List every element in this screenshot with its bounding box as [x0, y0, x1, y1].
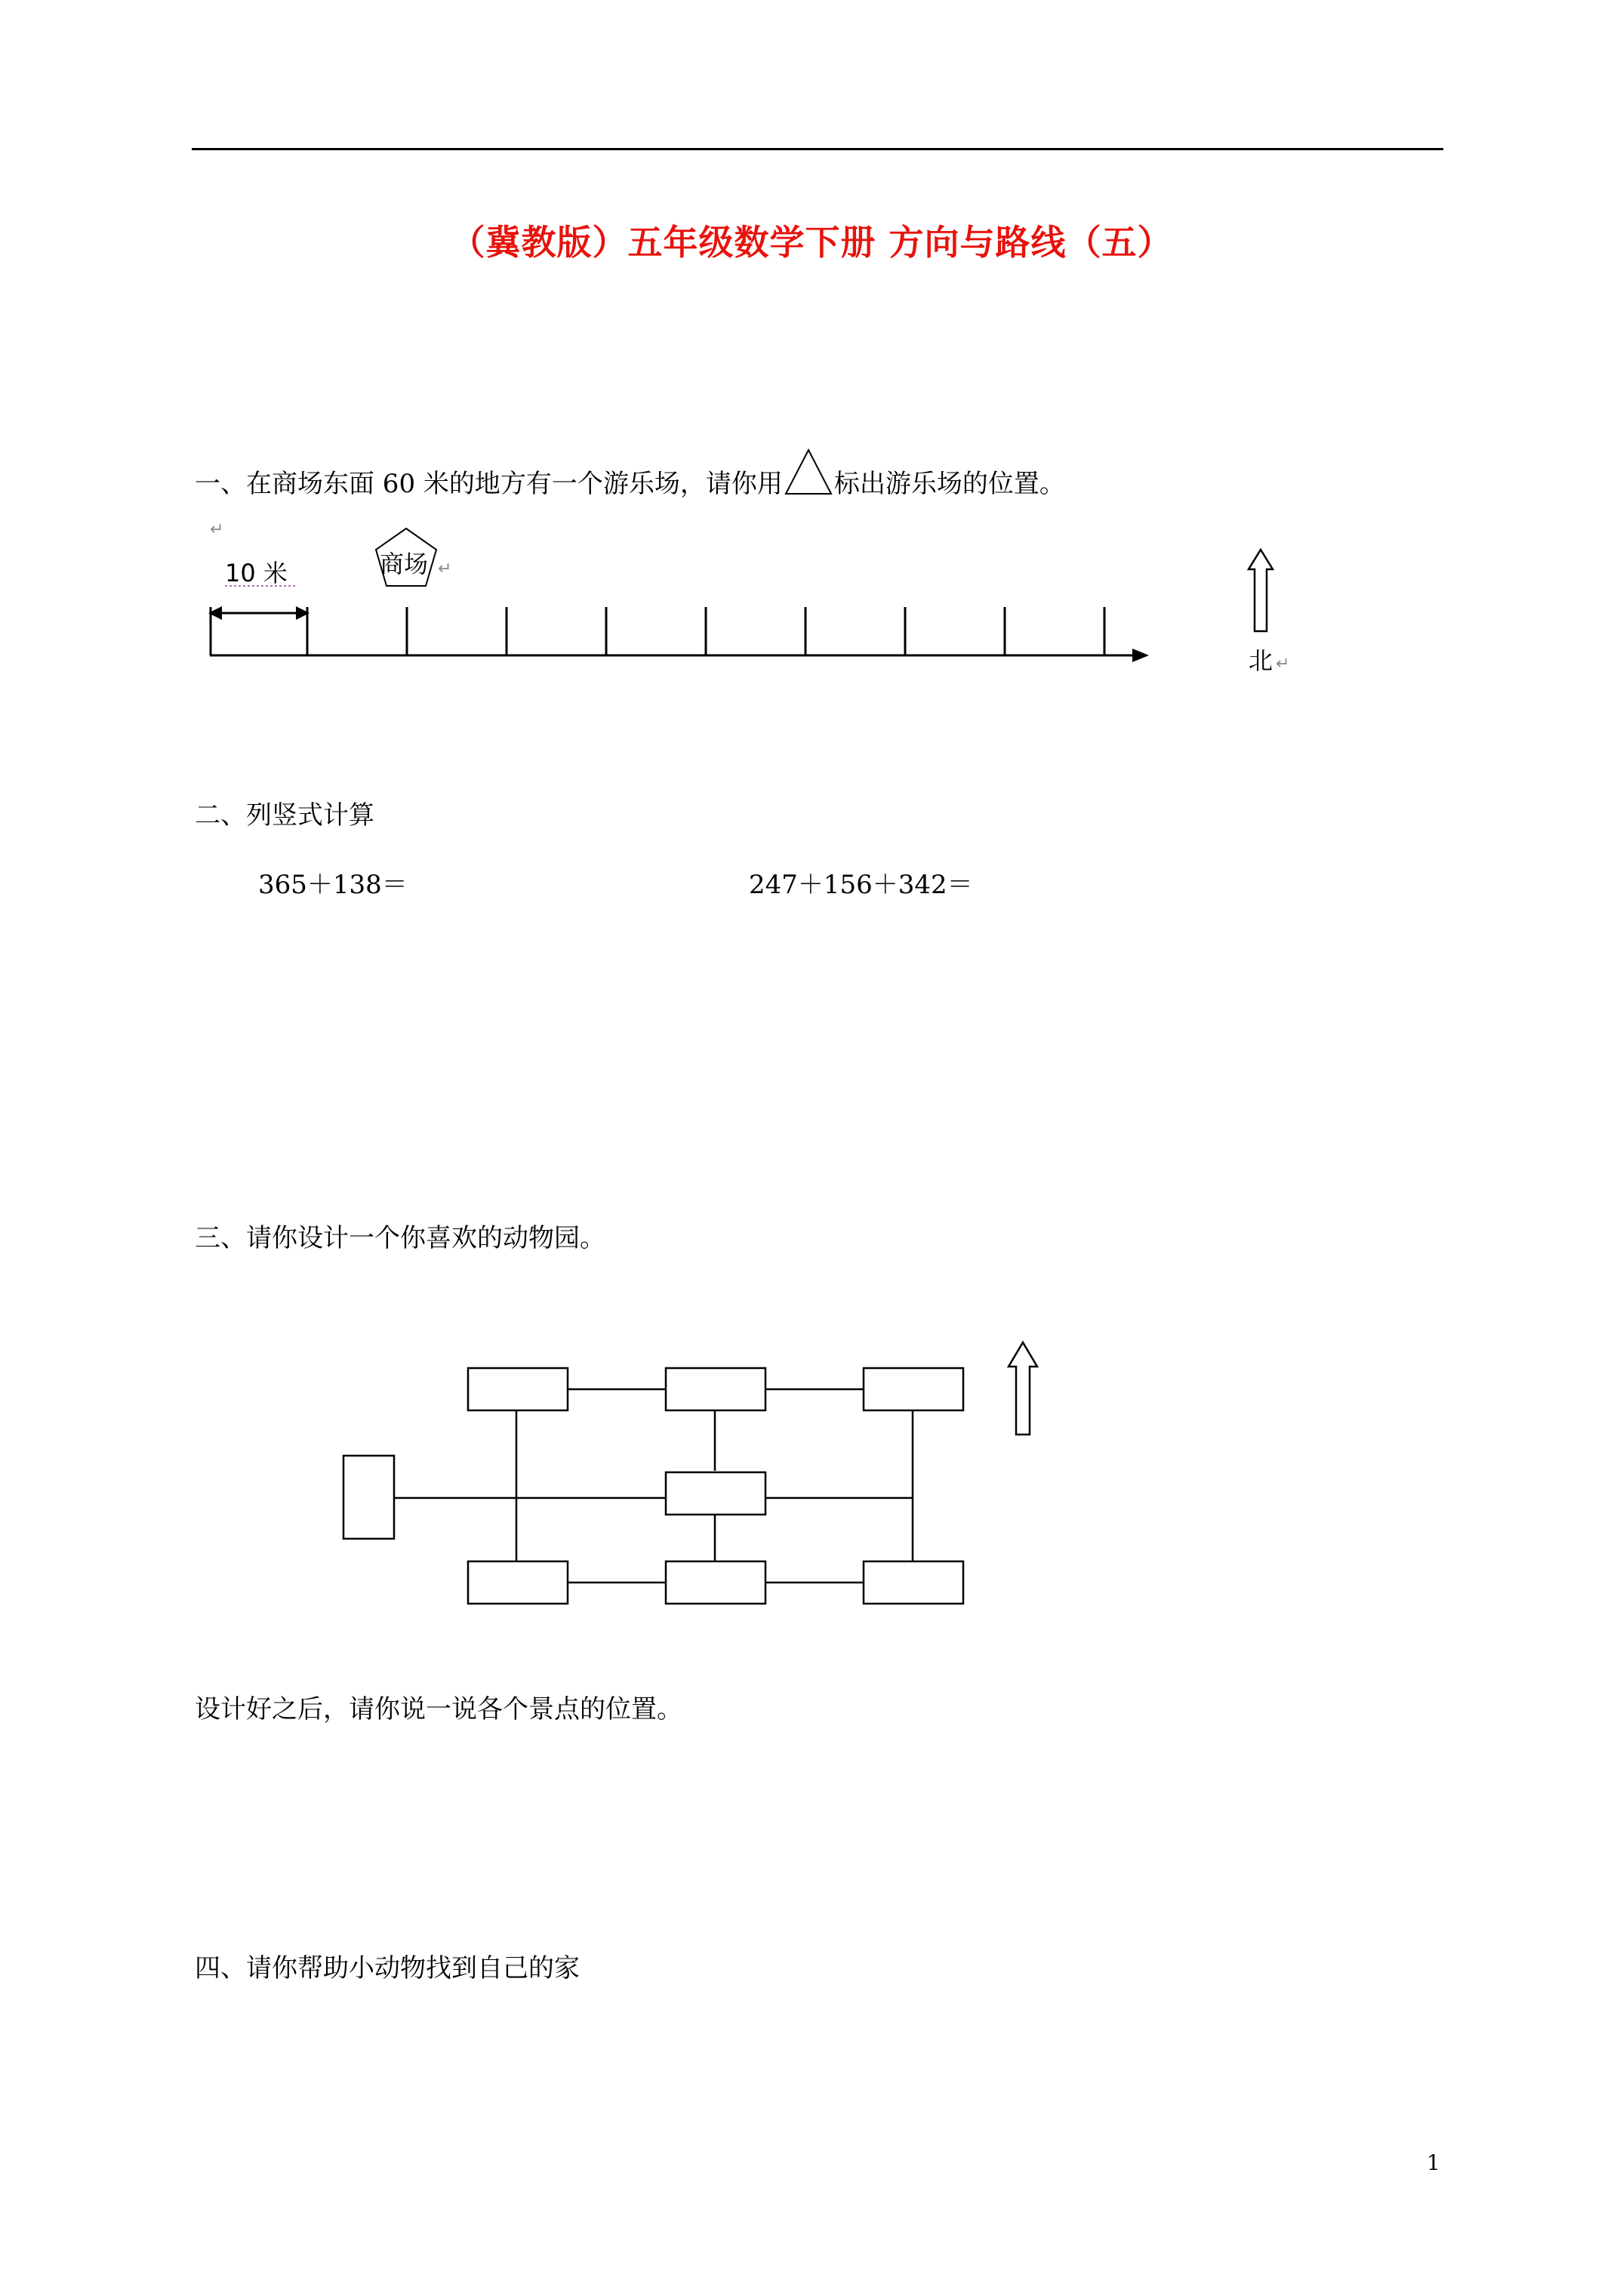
- svg-text:↵: ↵: [1276, 655, 1290, 673]
- zoo-spot-bottom-center: [666, 1561, 765, 1604]
- header-rule: [192, 148, 1443, 150]
- north-label: 北: [1249, 646, 1273, 675]
- scale-arrow: [208, 606, 310, 620]
- expression-1: 365＋138＝: [258, 870, 408, 900]
- question-4-heading: 四、请你帮助小动物找到自己的家: [195, 1953, 580, 1983]
- mall-marker: [376, 529, 451, 586]
- page-number: 1: [1427, 2150, 1440, 2175]
- question-3-follow-up: 设计好之后，请你说一说各个景点的位置。: [195, 1694, 682, 1724]
- number-line-axis: [210, 607, 1149, 662]
- question-1-text: [195, 448, 1065, 499]
- zoo-spot-top-center: [666, 1368, 765, 1410]
- question-1-text-before: 一、在商场东面 60 米的地方有一个游乐场，请你用: [195, 469, 783, 499]
- zoo-spot-bottom-left: [468, 1561, 568, 1604]
- svg-text:↵: ↵: [438, 559, 452, 578]
- zoo-spot-bottom-right: [864, 1561, 963, 1604]
- question-1-text-after: 标出游乐场的位置。: [833, 469, 1065, 499]
- page-title: （冀教版）五年级数学下册 方向与路线（五）: [450, 222, 1173, 263]
- north-arrow-icon: [1249, 550, 1273, 631]
- zoo-north-arrow-icon: [1009, 1342, 1037, 1435]
- return-mark: ↵: [210, 520, 224, 539]
- zoo-entrance: [343, 1456, 394, 1539]
- question-2-heading: 二、列竖式计算: [195, 800, 374, 831]
- mall-label: 商场: [380, 550, 429, 578]
- triangle-icon: [784, 448, 833, 495]
- question-3-heading: 三、请你设计一个你喜欢的动物园。: [195, 1223, 605, 1253]
- scale-label: 10 米: [225, 559, 288, 587]
- zoo-spot-top-right: [864, 1368, 963, 1410]
- zoo-spot-center: [666, 1472, 765, 1515]
- zoo-spot-top-left: [468, 1368, 568, 1410]
- zoo-layout-diagram: [332, 1336, 1087, 1616]
- number-line-diagram: [189, 513, 1321, 695]
- expression-2: 247＋156＋342＝: [749, 870, 973, 900]
